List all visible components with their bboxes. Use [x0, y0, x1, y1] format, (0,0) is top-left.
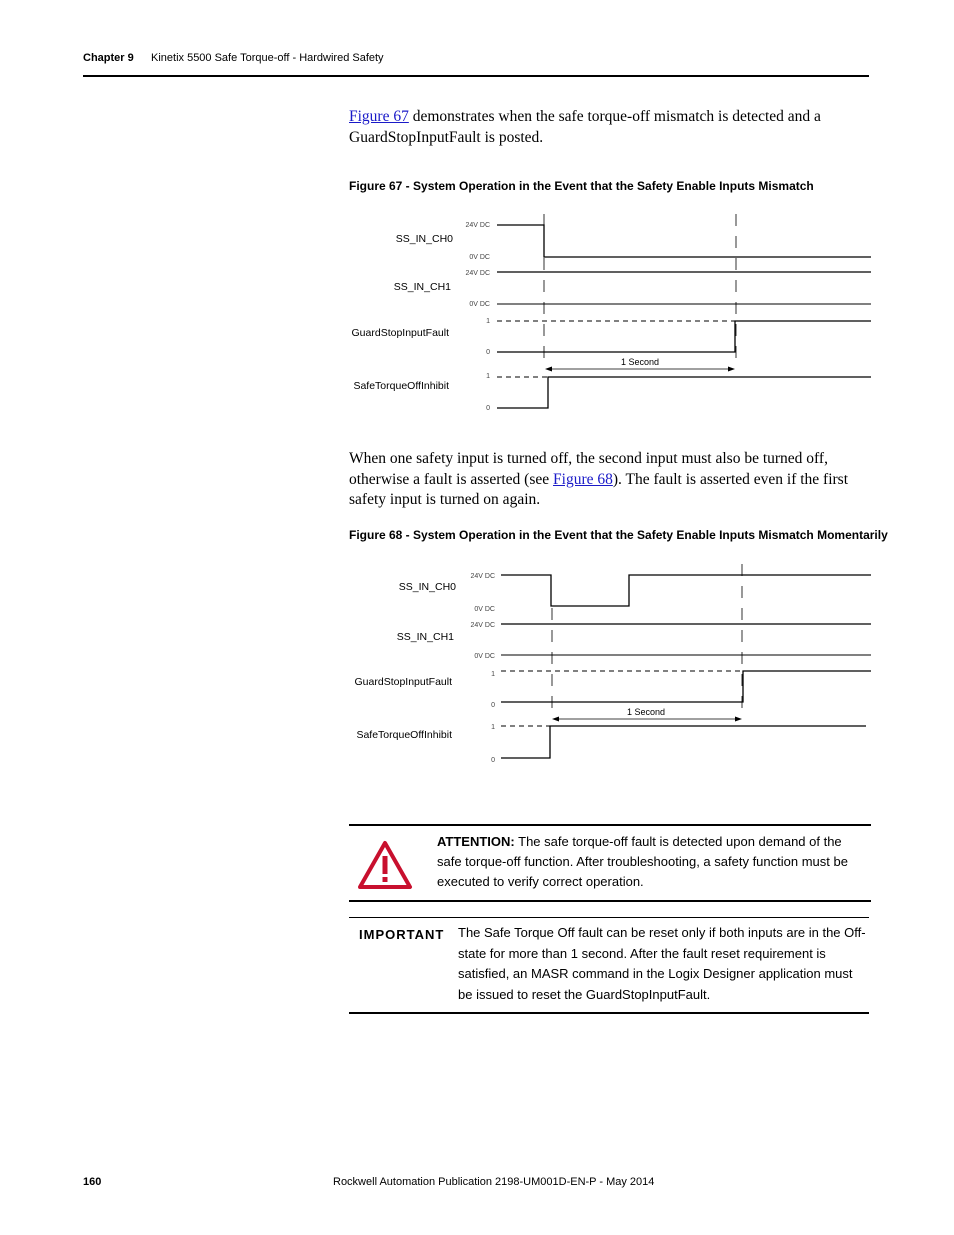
level-label: 1	[491, 724, 495, 731]
attention-text	[437, 832, 862, 892]
page-number: 160	[83, 1176, 102, 1188]
fault-paragraph	[349, 449, 864, 511]
signal-label-guardstop: GuardStopInputFault	[354, 676, 452, 688]
interval-label: 1 Second	[620, 357, 660, 367]
level-label: 0V DC	[474, 606, 495, 613]
figure-67-link[interactable]: Figure 67	[349, 108, 409, 125]
signal-label-guardstop: GuardStopInputFault	[351, 327, 449, 339]
chapter-label: Chapter 9	[83, 52, 134, 64]
important-label: IMPORTANT	[359, 927, 445, 942]
arrow-head-left	[552, 717, 559, 722]
signal-label-ch1: SS_IN_CH1	[393, 281, 451, 293]
intro-paragraph-text: demonstrates when the safe torque-off mismatch is detected and a GuardStopInputFault is posted.	[349, 108, 821, 146]
figure-68-link[interactable]: Figure 68	[553, 470, 613, 488]
publication-info: Rockwell Automation Publication 2198-UM001D-EN-P - May 2014	[333, 1176, 655, 1188]
signal-label-sto-inhibit: SafeTorqueOffInhibit	[353, 380, 449, 392]
signal-label-ch1: SS_IN_CH1	[396, 631, 454, 643]
warning-triangle-icon	[357, 840, 413, 890]
chapter-title: Kinetix 5500 Safe Torque-off - Hardwired Safety	[151, 52, 384, 64]
signal-label-ch0: SS_IN_CH0	[395, 233, 453, 245]
level-label: 24V DC	[465, 222, 490, 229]
gsf-waveform	[497, 321, 871, 352]
level-label: 1	[486, 373, 490, 380]
level-label: 0	[491, 757, 495, 764]
fault-paragraph-after: ). The fault is asserted even if the first safety input is turned on again.	[349, 470, 849, 508]
running-header	[83, 52, 384, 64]
sto-waveform	[501, 726, 866, 758]
figure-67-caption: Figure 67 - System Operation in the Event that the Safety Enable Inputs Mismatch	[349, 179, 814, 193]
level-label: 1	[486, 318, 490, 325]
interval-label: 1 Second	[626, 707, 666, 717]
important-notice	[349, 917, 869, 1014]
level-label: 24V DC	[465, 270, 490, 277]
arrow-head-left	[545, 367, 552, 372]
level-label: 0	[491, 702, 495, 709]
gsf-waveform	[501, 671, 871, 702]
signal-label-ch0: SS_IN_CH0	[398, 581, 456, 593]
arrow-head-right	[735, 717, 742, 722]
attention-notice	[349, 824, 871, 902]
level-label: 0	[486, 405, 490, 412]
sto-waveform	[497, 377, 871, 408]
level-label: 1	[491, 671, 495, 678]
ch0-waveform	[497, 225, 871, 257]
level-label: 0V DC	[474, 653, 495, 660]
level-label: 0	[486, 349, 490, 356]
fault-paragraph-before: When one safety input is turned off, the second input must also be turned off, otherwise a fault is asserted (see	[349, 450, 828, 488]
arrow-head-right	[728, 367, 735, 372]
level-label: 24V DC	[470, 622, 495, 629]
level-label: 0V DC	[469, 254, 490, 261]
header-rule	[83, 75, 869, 77]
attention-label: ATTENTION:	[437, 834, 515, 849]
figure-68-timing-diagram	[340, 560, 880, 770]
intro-paragraph	[349, 107, 864, 148]
level-label: 0V DC	[469, 301, 490, 308]
level-label: 24V DC	[470, 573, 495, 580]
figure-68-caption: Figure 68 - System Operation in the Event that the Safety Enable Inputs Mismatch Momentarily	[349, 528, 888, 542]
important-text: The Safe Torque Off fault can be reset only if both inputs are in the Off-state for more than 1 second. After the fault reset requirement is satisfied, an MASR command in the Logix Designer application must be issued to reset the GuardStopInputFault.	[458, 925, 866, 1002]
ch0-waveform	[501, 575, 871, 606]
figure-67-timing-diagram	[340, 208, 880, 418]
signal-label-sto-inhibit: SafeTorqueOffInhibit	[356, 729, 452, 741]
attention-body: The safe torque-off fault is detected upon demand of the safe torque-off function. After troubleshooting, a safety function must be executed to verify correct operation.	[437, 834, 848, 889]
